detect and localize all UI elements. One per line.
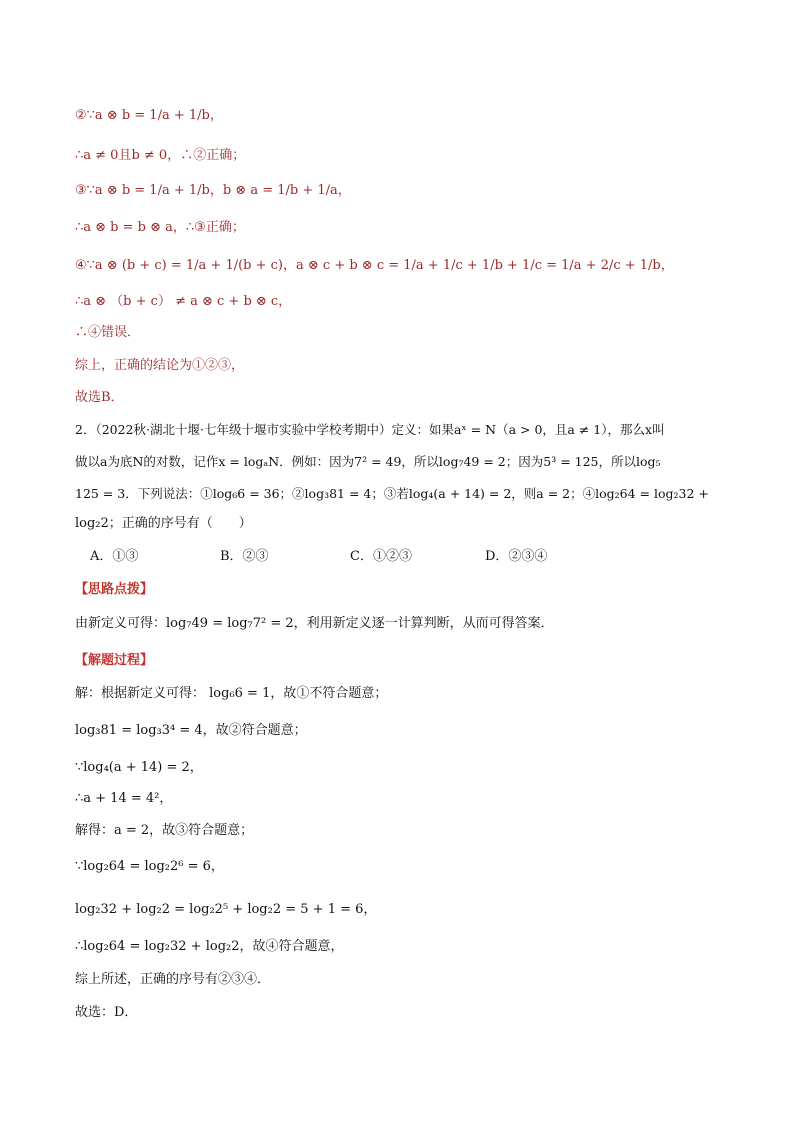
hint-heading: 【思路点拨】 [75, 582, 154, 597]
solution1-line-3: ③∵a ⊗ b = 1/a + 1/b，b ⊗ a = 1/b + 1/a， [75, 183, 351, 198]
solution2-line-6: ∵log₂64 = log₂2⁶ = 6， [75, 859, 224, 874]
solution2-line-4: ∴a + 14 = 4²， [75, 791, 173, 806]
solution2-line-3: ∵log₄(a + 14) = 2， [75, 760, 203, 775]
option-c: C．①②③ [350, 549, 412, 564]
option-b: B．②③ [220, 549, 269, 564]
question2-line-2: 做以a为底N的对数，记作x = logₐN．例如：因为7² = 49，所以log₇49 = 2；因为5³ = 125，所以log₅ [75, 454, 661, 469]
solution2-line-5: 解得：a = 2，故③符合题意； [75, 823, 254, 838]
question2-line-3: 125 = 3．下列说法：①log₆6 = 36；②log₃81 = 4；③若log₄(a + 14) = 2，则a = 2；④log₂64 = log₂32 + [75, 486, 709, 501]
solution2-heading: 【解题过程】 [75, 653, 154, 668]
question2-line-1: 2．（2022秋·湖北十堰·七年级十堰市实验中学校考期中）定义：如果aˣ = N（a > 0，且a ≠ 1），那么x叫 [75, 422, 665, 437]
question2-line-4: log₂2；正确的序号有（ ） [75, 516, 252, 531]
solution1-line-9: 故选B． [75, 390, 124, 405]
solution1-line-8: 综上，正确的结论为①②③， [75, 358, 245, 373]
solution2-line-2: log₃81 = log₃3⁴ = 4，故②符合题意； [75, 723, 307, 738]
solution2-line-10: 故选：D． [75, 1005, 138, 1020]
option-a: A．①③ [90, 549, 139, 564]
hint-text: 由新定义可得：log₇49 = log₇7² = 2，利用新定义逐一计算判断，从而可得答案． [75, 616, 554, 631]
solution1-line-1: ②∵a ⊗ b = 1/a + 1/b， [75, 108, 223, 123]
solution1-line-4: ∴a ⊗ b = b ⊗ a，∴③正确； [75, 220, 245, 235]
solution2-line-8: ∴log₂64 = log₂32 + log₂2，故④符合题意， [75, 939, 344, 954]
solution2-line-1: 解：根据新定义可得： log₆6 = 1，故①不符合题意； [75, 686, 388, 701]
solution1-line-6: ∴a ⊗ （b + c） ≠ a ⊗ c + b ⊗ c， [75, 294, 292, 309]
solution1-line-5: ④∵a ⊗ (b + c) = 1/a + 1/(b + c)，a ⊗ c + b ⊗ c = 1/a + 1/c + 1/b + 1/c = 1/a + 2/c + 1/b， [75, 258, 674, 273]
solution1-line-7: ∴④错误． [75, 325, 141, 340]
solution2-line-9: 综上所述，正确的序号有②③④． [75, 972, 271, 987]
option-d: D．②③④ [485, 549, 548, 564]
solution2-line-7: log₂32 + log₂2 = log₂2⁵ + log₂2 = 5 + 1 = 6， [75, 902, 377, 917]
question2-options [90, 547, 690, 567]
solution1-line-2: ∴a ≠ 0且b ≠ 0，∴②正确； [75, 148, 246, 163]
